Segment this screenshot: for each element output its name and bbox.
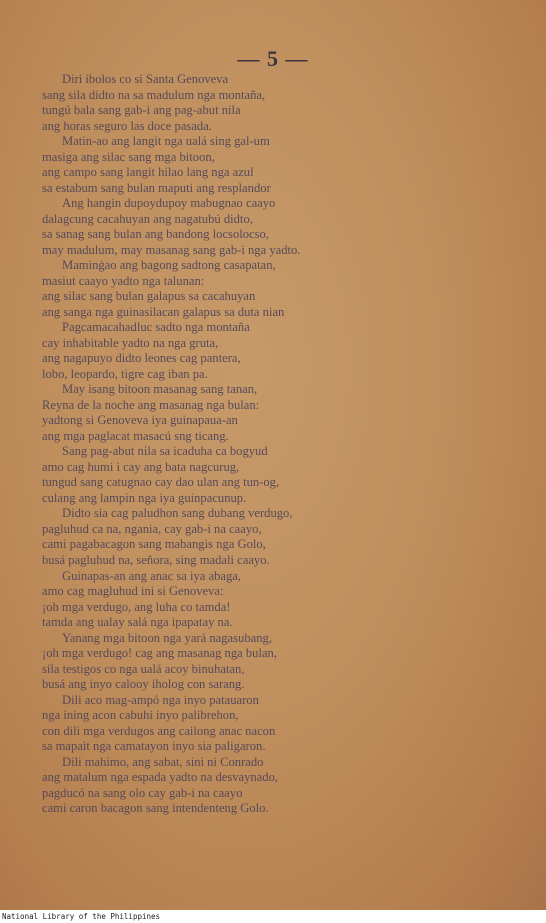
text-line: Diri ibolos co si Santa Genoveva (62, 72, 229, 86)
text-line: amo cag magluhud ini si Genoveva: (42, 584, 224, 599)
text-line: Ang hangin dupoydupoy mabugnao caayo (62, 196, 276, 211)
text-line: ang horas seguro las doce pasada. (42, 118, 212, 133)
text-line: busá ang inyo calooy iholog con sarang. (42, 677, 245, 692)
text-line: sila testigos co nga ualá acoy binuhatan, (42, 661, 245, 676)
text-line: Dili aco mag-ampó nga inyo patauaron (62, 692, 259, 707)
text-line: Reyna de la noche ang masanag nga bulan: (42, 397, 260, 412)
text-line: May isang bitoon masanag sang tanan, (62, 382, 258, 397)
text-line: tungud sang catugnao cay dao ulan ang tun-og, (42, 475, 280, 490)
text-line: sa sanag sang bulan ang bandong locsolocso, (42, 227, 269, 242)
text-line: tungú bala sang gab-i ang pag-abut nila (42, 103, 241, 118)
poem-text (42, 72, 462, 817)
text-line: Maminġao ang bagong sadtong casapatan, (62, 258, 276, 273)
text-line: ¡oh mga verdugo! cag ang masanag nga bulan, (42, 646, 278, 661)
text-line: Guinapas-an ang anac sa iya abaga, (62, 568, 242, 583)
text-line: ang nagapuyo didto leones cag pantera, (42, 351, 241, 366)
text-line: ang mga paglacat masacú sng ticang. (42, 428, 229, 443)
text-line: ang campo sang langit hilao lang nga azul (42, 165, 254, 180)
text-line: amo cag humi i cay ang bata nagcurug, (42, 459, 240, 474)
text-line: tamda ang ualay salá nga ipapatay na. (42, 615, 233, 630)
text-line: masiga ang silac sang mga bitoon, (42, 149, 215, 164)
text-line: nga ining acon cabuhi inyo palibrehon, (42, 708, 239, 723)
text-line: sang sila didto na sa madulum nga montaña, (42, 87, 266, 102)
text-line: masiut caayo yadto nga talunan: (42, 273, 205, 288)
text-line: Yanang mga bitoon nga yará nagasubang, (62, 630, 272, 645)
text-line: pagducó na sang olo cay gab-i na caayo (42, 785, 243, 800)
page-number: — 5 — (237, 46, 309, 71)
text-line: cay inhabitable yadto na nga gruta, (42, 335, 219, 350)
text-line: Didto sia cag paludhon sang dubang verdugo, (62, 506, 293, 521)
text-line: Dili mahimo, ang sabat, sini ni Conrado (62, 754, 264, 769)
library-credit: National Library of the Philippines (2, 912, 161, 921)
text-line: con dili mga verdugos ang cailong anac nacon (42, 723, 276, 738)
text-line: dalagcung cacahuyan ang nagatubú didto, (42, 211, 253, 226)
text-line: ¡oh mga verdugo, ang luha co tamda! (42, 599, 231, 614)
text-line: ang matalum nga espada yadto na desvaynado, (42, 770, 279, 785)
text-line: culang ang lampin nga iya guinpacunup. (42, 490, 247, 505)
text-line: lobo, leopardo, tigre cag iban pa. (42, 366, 208, 381)
text-line: ang sanga nga guinasilacan galapus sa duta nian (42, 304, 285, 319)
text-line: Matin-ao ang langit nga ualá sing gal-um (62, 134, 270, 149)
text-line: cami caron bacagon sang intendenteng Golo. (42, 801, 269, 816)
text-line: busá pagluhud na, señora, sing madali caayo. (42, 552, 270, 567)
text-line: Sang pag-abut nila sa icaduha ca bogyud (62, 444, 268, 459)
text-line: ang silac sang bulan galapus sa cacahuyan (42, 289, 256, 304)
text-line: yadtong si Genoveva iya guinapaua-an (42, 413, 238, 428)
text-line: pagluhud ca na, ngania, cay gab-i na caayo, (42, 521, 262, 536)
text-line: Pagcamacahadluc sadto nga montaña (62, 320, 250, 335)
text-line: cami pagabacagon sang mabangis nga Golo, (42, 537, 266, 552)
text-line: sa mapait nga camatayon inyo sia paligaron. (42, 739, 266, 754)
text-line: may madulum, may masanag sang gab-i nga yadto. (42, 242, 301, 257)
text-line: sa estabum sang bulan maputi ang resplandor (42, 180, 271, 195)
